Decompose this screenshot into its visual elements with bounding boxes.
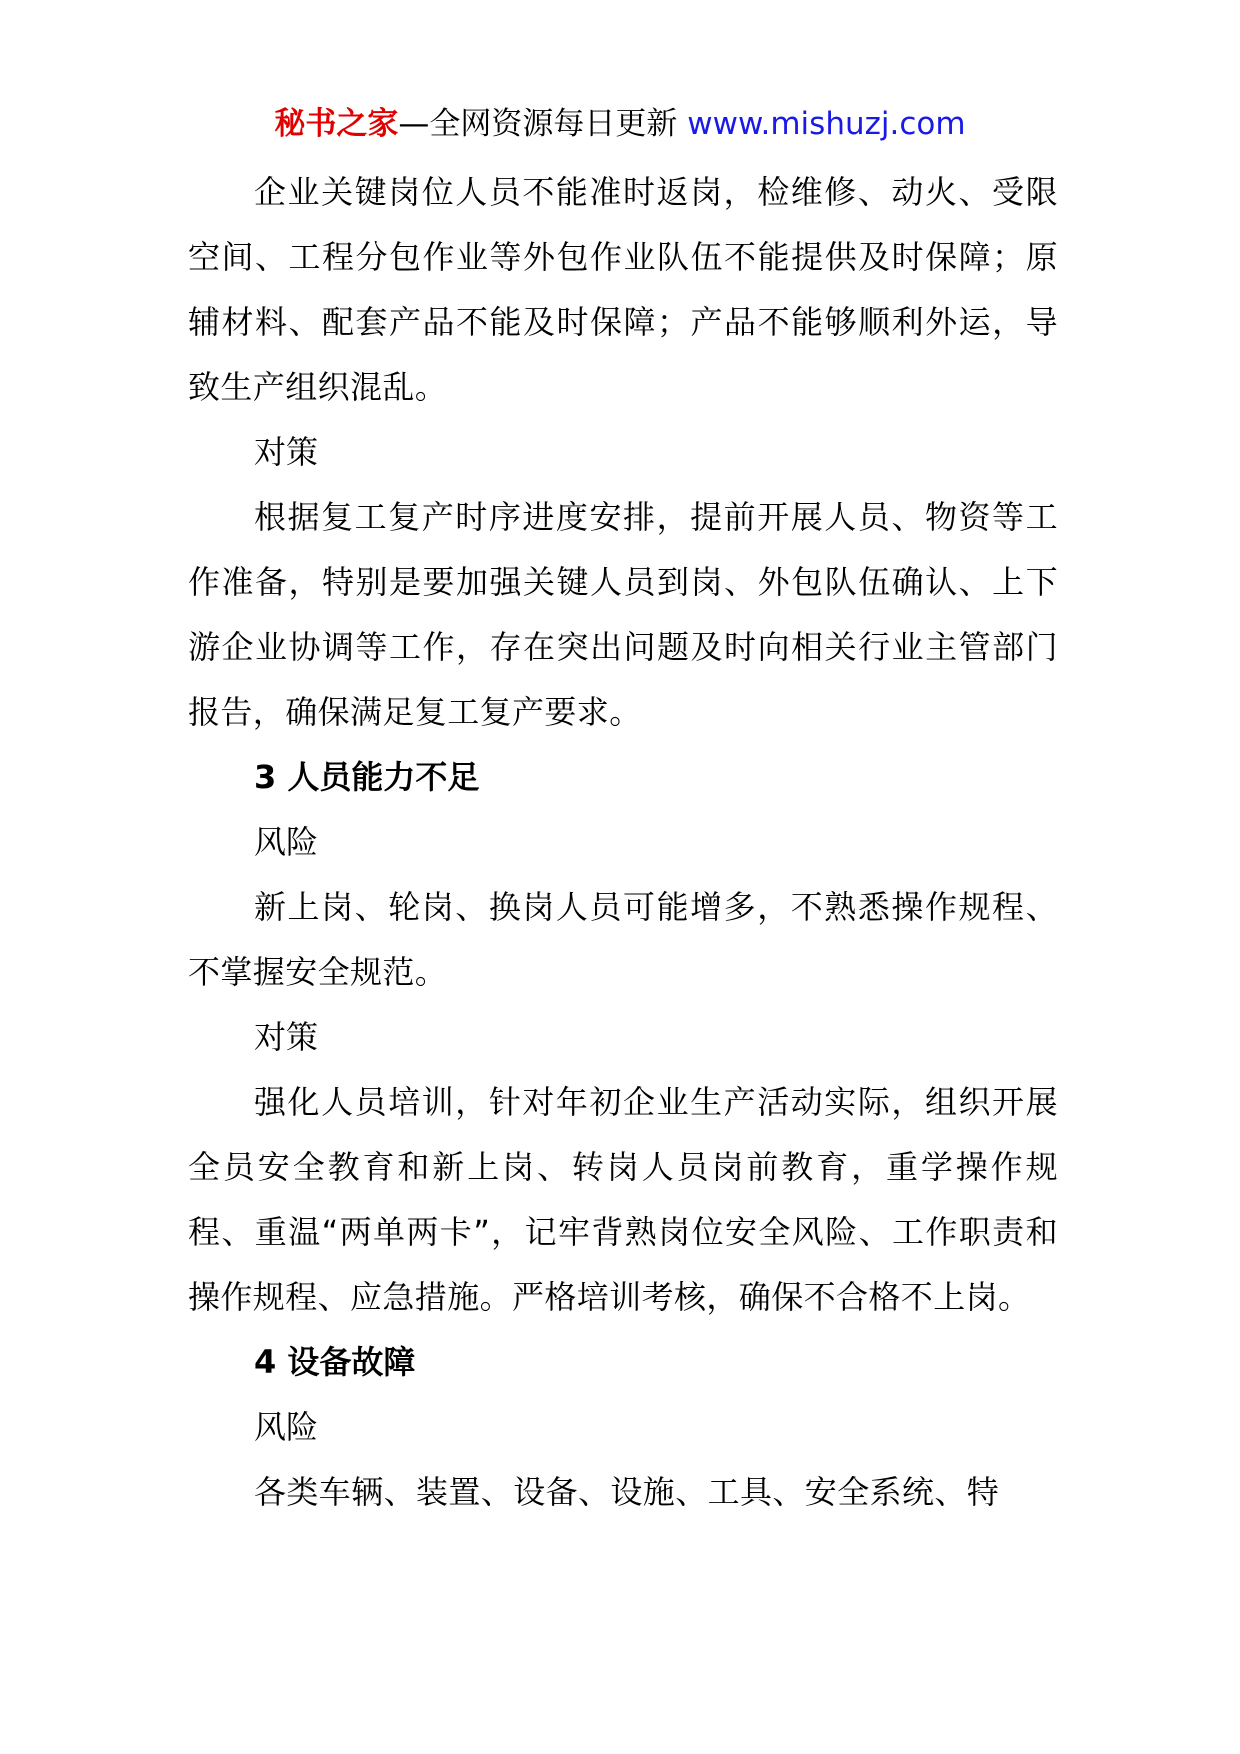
site-url-link[interactable]: www.mishuzj.com <box>687 106 966 142</box>
label-countermeasure: 对策 <box>254 1018 319 1056</box>
paragraph-risk-equipment: 各类车辆、装置、设备、设施、工具、安全系统、特 <box>254 1473 1000 1511</box>
paragraph-countermeasure-staffing: 根据复工复产时序进度安排，提前开展人员、物资等工作准备，特别是要加强关键人员到岗、外包队伍确认、上下游企业协调等工作，存在突出问题及时向相关行业主管部门报告，确保满足复工复产要求。 <box>188 498 1058 731</box>
paragraph-risk-staffing: 企业关键岗位人员不能准时返岗，检维修、动火、受限空间、工程分包作业等外包作业队伍不能提供及时保障；原辅材料、配套产品不能及时保障；产品不能够顺利外运，导致生产组织混乱。 <box>188 173 1058 406</box>
brand-name: 秘书之家 <box>274 106 399 142</box>
label-risk: 风险 <box>254 823 319 861</box>
site-header <box>0 104 1240 144</box>
label-risk: 风险 <box>254 1408 319 1446</box>
label-countermeasure: 对策 <box>254 433 319 471</box>
header-tagline: —全网资源每日更新 <box>398 106 688 142</box>
document-body <box>188 160 1058 1525</box>
section-heading-3: 3 人员能力不足 <box>254 758 480 796</box>
paragraph-countermeasure-training: 强化人员培训，针对年初企业生产活动实际，组织开展全员安全教育和新上岗、转岗人员岗前教育，重学操作规程、重温“两单两卡”，记牢背熟岗位安全风险、工作职责和操作规程、应急措施。严格培训考核，确保不合格不上岗。 <box>188 1083 1058 1316</box>
section-heading-4: 4 设备故障 <box>254 1343 416 1381</box>
paragraph-risk-ability: 新上岗、轮岗、换岗人员可能增多，不熟悉操作规程、不掌握安全规范。 <box>188 888 1058 991</box>
